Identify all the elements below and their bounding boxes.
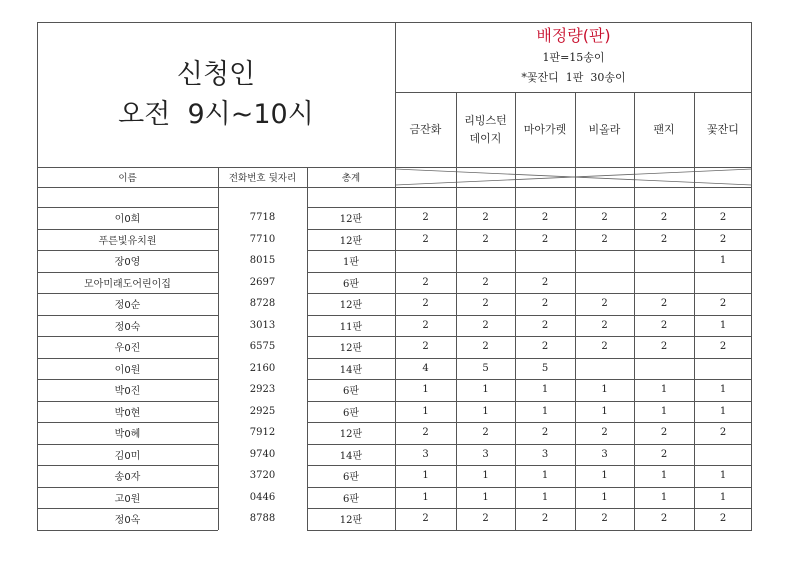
grid-line — [218, 167, 219, 530]
flower-quantity: 2 — [660, 212, 668, 224]
applicant-name: 이0희 — [114, 214, 141, 226]
grid-line — [307, 229, 752, 230]
total-trays: 12판 — [339, 343, 363, 355]
total-trays: 6판 — [342, 386, 360, 398]
column-header-total: 총계 — [341, 173, 361, 184]
flower-header-3 — [515, 92, 575, 167]
flower-quantity: 1 — [541, 384, 549, 396]
grid-line — [37, 379, 218, 380]
flower-quantity: 2 — [422, 341, 429, 353]
flower-quantity: 4 — [422, 362, 429, 374]
flower-name: 팬지 — [653, 122, 675, 136]
total-trays: 12판 — [339, 429, 363, 441]
grid-line — [307, 272, 752, 273]
grid-line — [307, 336, 752, 337]
flower-quantity: 2 — [719, 233, 727, 245]
flower-quantity: 1 — [541, 470, 549, 482]
flower-quantity: 2 — [541, 513, 549, 525]
flower-quantity: 1 — [719, 384, 727, 396]
grid-line — [395, 167, 396, 530]
flower-quantity: 2 — [660, 427, 668, 439]
flower-quantity: 2 — [719, 427, 727, 439]
flower-quantity: 2 — [482, 319, 489, 331]
flower-quantity — [694, 272, 752, 294]
flower-quantity: 1 — [482, 384, 489, 396]
flower-quantity: 2 — [660, 513, 668, 525]
flower-quantity: 2 — [719, 212, 727, 224]
allocation-sheet — [37, 22, 752, 527]
flower-name: 꽃잔디 — [707, 122, 739, 136]
flower-quantity: 1 — [660, 405, 668, 417]
grid-line — [307, 422, 752, 423]
flower-quantity: 1 — [660, 491, 668, 503]
flower-quantity: 1 — [482, 405, 489, 417]
grid-line — [694, 92, 695, 530]
flower-quantity — [456, 250, 515, 272]
flower-name: 리빙스턴 — [464, 113, 507, 127]
grid-line — [37, 487, 218, 488]
grid-line — [37, 508, 218, 509]
flower-quantity: 2 — [660, 319, 668, 331]
flower-quantity: 2 — [482, 513, 489, 525]
flower-quantity: 1 — [601, 384, 608, 396]
flower-quantity: 2 — [541, 319, 549, 331]
grid-line — [307, 465, 752, 466]
applicant-name: 김0미 — [114, 450, 141, 462]
grid-line — [456, 92, 457, 530]
phone-last-digits: 3013 — [249, 319, 276, 331]
flower-quantity: 2 — [541, 298, 549, 310]
phone-last-digits: 7912 — [249, 427, 276, 439]
total-trays: 12판 — [339, 300, 363, 312]
flower-quantity: 1 — [422, 384, 429, 396]
flower-quantity: 2 — [719, 298, 727, 310]
applicant-name: 정0옥 — [114, 515, 141, 527]
crossed-out-row — [395, 167, 752, 187]
flower-quantity: 1 — [719, 491, 727, 503]
flower-quantity: 2 — [422, 298, 429, 310]
grid-line — [37, 444, 218, 445]
grid-line — [37, 22, 38, 167]
applicant-name: 정0숙 — [114, 321, 141, 333]
total-trays: 6판 — [342, 407, 360, 419]
flower-quantity: 3 — [422, 448, 429, 460]
flower-quantity: 2 — [601, 298, 608, 310]
flower-quantity: 1 — [541, 405, 549, 417]
flower-quantity: 3 — [601, 448, 608, 460]
applicant-name: 이0원 — [114, 364, 141, 376]
applicant-title: 신청인 — [176, 59, 256, 91]
grass-unit-note: *꽃잔디 1판 30송이 — [521, 71, 626, 84]
flower-quantity: 2 — [482, 276, 489, 288]
total-trays: 6판 — [342, 472, 360, 484]
phone-last-digits: 7718 — [249, 212, 276, 224]
flower-quantity: 2 — [601, 427, 608, 439]
flower-name: 마아가렛 — [523, 122, 567, 136]
flower-quantity — [694, 444, 752, 466]
applicant-name: 장0영 — [114, 257, 141, 269]
phone-last-digits: 9740 — [249, 448, 276, 460]
flower-quantity: 3 — [541, 448, 549, 460]
phone-last-digits: 2923 — [249, 384, 276, 396]
flower-quantity: 2 — [422, 513, 429, 525]
applicant-title-block — [37, 22, 395, 167]
applicant-name: 박0혜 — [114, 429, 141, 441]
flower-quantity: 2 — [601, 319, 608, 331]
flower-name: 금잔화 — [409, 122, 442, 136]
flower-quantity: 1 — [719, 319, 727, 331]
flower-quantity: 2 — [541, 427, 549, 439]
flower-quantity: 1 — [601, 470, 608, 482]
grid-line — [37, 336, 218, 337]
flower-quantity: 1 — [660, 384, 668, 396]
total-trays: 6판 — [342, 278, 360, 290]
allocation-header — [395, 22, 752, 92]
flower-quantity: 2 — [541, 341, 549, 353]
phone-last-digits: 8015 — [249, 255, 276, 267]
flower-quantity: 2 — [482, 233, 489, 245]
flower-quantity — [575, 358, 634, 380]
flower-quantity: 1 — [482, 491, 489, 503]
grid-line — [307, 315, 752, 316]
total-trays: 14판 — [339, 450, 363, 462]
flower-quantity: 2 — [541, 233, 549, 245]
phone-last-digits: 2925 — [249, 405, 276, 417]
grid-line — [37, 272, 218, 273]
phone-last-digits: 2160 — [249, 362, 276, 374]
flower-quantity: 2 — [482, 341, 489, 353]
flower-quantity — [575, 250, 634, 272]
flower-quantity: 2 — [601, 341, 608, 353]
flower-quantity — [395, 250, 456, 272]
grid-line — [307, 530, 752, 531]
total-trays: 12판 — [339, 515, 363, 527]
grid-line — [37, 207, 218, 208]
applicant-name: 정0순 — [114, 300, 141, 312]
flower-quantity: 2 — [422, 212, 429, 224]
flower-quantity — [515, 250, 575, 272]
grid-line — [395, 22, 396, 167]
phone-last-digits: 8788 — [249, 513, 276, 525]
phone-last-digits: 2697 — [249, 276, 276, 288]
phone-last-digits: 6575 — [249, 341, 276, 353]
flower-name-line2: 데이지 — [469, 131, 502, 145]
column-header-name: 이름 — [118, 173, 137, 184]
flower-header-6 — [694, 92, 752, 167]
flower-quantity: 2 — [541, 276, 549, 288]
flower-quantity: 2 — [660, 448, 668, 460]
applicant-name: 푸른빛유치원 — [98, 235, 157, 247]
grid-line — [307, 487, 752, 488]
flower-header-2 — [456, 92, 515, 167]
flower-quantity — [575, 272, 634, 294]
flower-quantity: 2 — [482, 427, 489, 439]
flower-quantity: 2 — [482, 212, 489, 224]
flower-header-4 — [575, 92, 634, 167]
applicant-name: 박0현 — [114, 407, 141, 419]
flower-quantity: 1 — [601, 405, 608, 417]
grid-line — [307, 250, 752, 251]
grid-line — [307, 401, 752, 402]
flower-quantity: 2 — [660, 233, 668, 245]
flower-quantity: 2 — [422, 276, 429, 288]
flower-quantity: 1 — [601, 491, 608, 503]
flower-quantity: 2 — [719, 513, 727, 525]
flower-quantity: 2 — [422, 427, 429, 439]
grid-line — [575, 92, 576, 530]
total-trays: 12판 — [339, 214, 363, 226]
total-trays: 14판 — [339, 364, 363, 376]
flower-quantity: 1 — [482, 470, 489, 482]
grid-line — [37, 358, 218, 359]
flower-quantity: 2 — [719, 341, 727, 353]
flower-quantity: 2 — [660, 298, 668, 310]
unit-note: 1판=15송이 — [542, 51, 605, 64]
grid-line — [515, 92, 516, 530]
flower-name: 비올라 — [588, 122, 621, 136]
flower-quantity: 1 — [422, 491, 429, 503]
grid-line — [307, 358, 752, 359]
flower-quantity: 2 — [422, 233, 429, 245]
applicant-name: 송0자 — [114, 472, 141, 484]
applicant-name: 모아미래도어린이집 — [84, 278, 171, 290]
total-trays: 12판 — [339, 235, 363, 247]
flower-quantity — [694, 358, 752, 380]
grid-line — [307, 508, 752, 509]
grid-line — [37, 250, 218, 251]
flower-quantity: 2 — [601, 513, 608, 525]
grid-line — [307, 444, 752, 445]
grid-line — [751, 22, 752, 530]
grid-line — [37, 187, 752, 188]
flower-quantity: 2 — [422, 319, 429, 331]
flower-quantity: 1 — [541, 491, 549, 503]
grid-line — [37, 401, 218, 402]
flower-quantity: 3 — [482, 448, 489, 460]
applicant-name: 고0원 — [114, 493, 141, 505]
grid-line — [37, 315, 218, 316]
flower-quantity: 1 — [719, 405, 727, 417]
phone-last-digits: 7710 — [249, 233, 276, 245]
flower-quantity — [634, 358, 694, 380]
flower-quantity: 1 — [660, 470, 668, 482]
phone-last-digits: 0446 — [249, 491, 276, 503]
flower-quantity — [634, 272, 694, 294]
grid-line — [395, 207, 752, 208]
allocation-title: 배정량(판) — [536, 26, 611, 45]
flower-quantity: 1 — [719, 470, 727, 482]
total-trays: 1판 — [342, 257, 360, 269]
total-trays: 11판 — [339, 321, 363, 333]
time-slot-title: 오전 9시~10시 — [118, 98, 314, 130]
flower-quantity: 1 — [719, 255, 727, 267]
flower-quantity: 2 — [482, 298, 489, 310]
flower-header-1 — [395, 92, 456, 167]
grid-line — [37, 530, 218, 531]
grid-line — [307, 293, 752, 294]
flower-header-5 — [634, 92, 694, 167]
flower-quantity: 5 — [482, 362, 489, 374]
grid-line — [307, 379, 752, 380]
grid-line — [37, 167, 38, 530]
phone-last-digits: 8728 — [249, 298, 276, 310]
grid-line — [37, 293, 218, 294]
grid-line — [395, 92, 752, 93]
applicant-name: 우0진 — [114, 343, 141, 355]
total-trays: 6판 — [342, 493, 360, 505]
grid-line — [634, 92, 635, 530]
flower-quantity: 1 — [422, 405, 429, 417]
flower-quantity: 1 — [422, 470, 429, 482]
phone-last-digits: 3720 — [249, 470, 276, 482]
grid-line — [37, 229, 218, 230]
column-header-phone: 전화번호 뒷자리 — [228, 173, 297, 184]
applicant-name: 박0진 — [114, 386, 141, 398]
grid-line — [307, 167, 308, 530]
flower-quantity: 5 — [541, 362, 549, 374]
flower-quantity — [634, 250, 694, 272]
flower-quantity: 2 — [541, 212, 549, 224]
flower-quantity: 2 — [601, 212, 608, 224]
flower-quantity: 2 — [660, 341, 668, 353]
grid-line — [37, 422, 218, 423]
flower-quantity: 2 — [601, 233, 608, 245]
grid-line — [37, 465, 218, 466]
